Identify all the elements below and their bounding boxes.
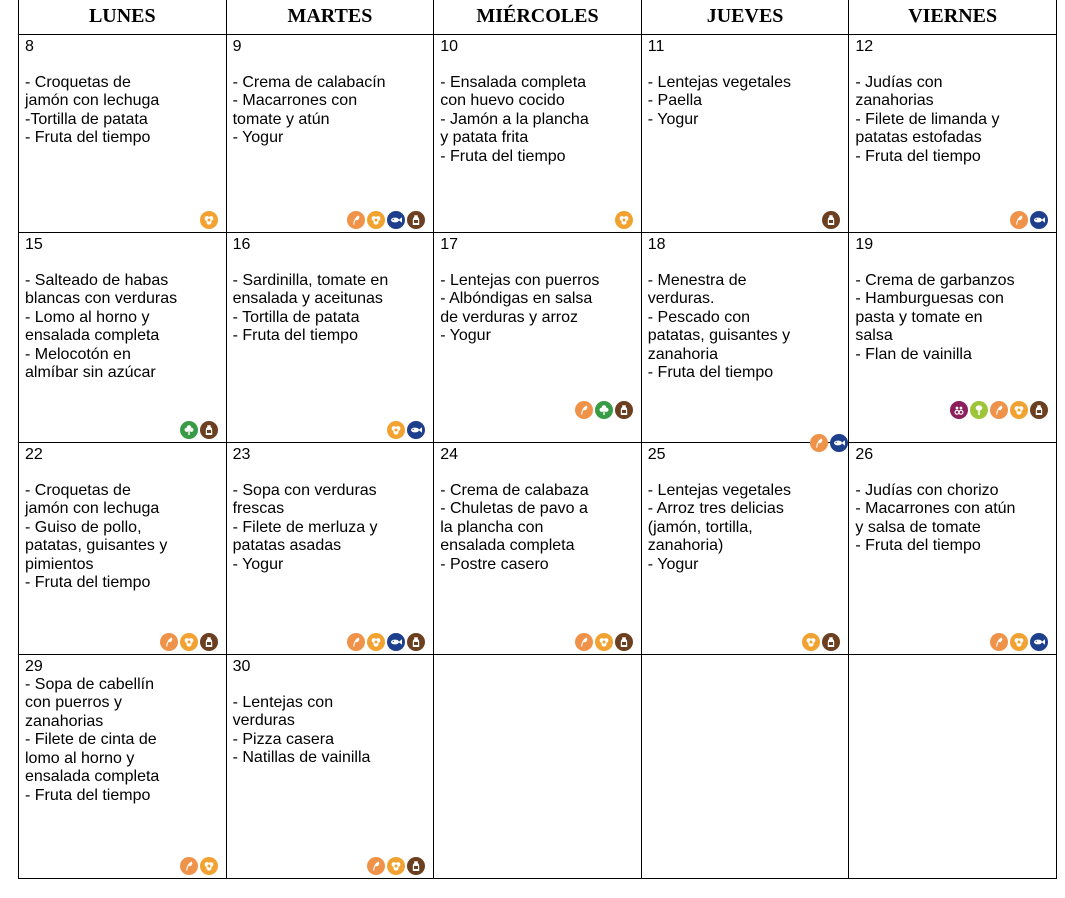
allergen-icons [802, 633, 840, 651]
day-cell [226, 34, 434, 232]
day-number: 11 [647, 37, 665, 55]
week-row-3 [19, 442, 1057, 654]
fish-icon [387, 211, 405, 229]
milk-icon [200, 421, 218, 439]
milk-icon [1030, 401, 1048, 419]
allergen-icons [200, 211, 218, 229]
day-number: 10 [440, 37, 458, 55]
milk-icon [200, 633, 218, 651]
egg-icon [200, 857, 218, 875]
allergen-icons [347, 211, 425, 229]
gluten-icon [990, 633, 1008, 651]
mustard-icon [970, 401, 988, 419]
day-cell [226, 232, 434, 442]
menu-dishes: - Judías con chorizo - Macarrones con atún y salsa de tomate - Fruta del tiempo [855, 481, 1016, 554]
week-row-4 [19, 654, 1057, 878]
header-lunes: LUNES [19, 0, 227, 34]
egg-icon [200, 211, 218, 229]
day-number: 9 [232, 37, 242, 55]
milk-icon [407, 633, 425, 651]
milk-icon [407, 857, 425, 875]
day-cell [849, 34, 1057, 232]
milk-icon [615, 401, 633, 419]
menu-dishes: - Crema de calabacín - Macarrones con tomate y atún - Yogur [232, 73, 386, 146]
menu-dishes: - Menestra de verduras. - Pescado con patatas, guisantes y zanahoria - Fruta del tiempo [647, 271, 791, 381]
menu-dishes: - Salteado de habas blancas con verduras - Lomo al horno y ensalada completa - Melocotón en almíbar sin azúcar [25, 271, 178, 381]
allergen-icons [180, 857, 218, 875]
gluten-icon [575, 633, 593, 651]
egg-icon [367, 633, 385, 651]
day-number: 26 [855, 445, 874, 463]
day-cell [226, 442, 434, 654]
day-cell [19, 34, 227, 232]
allergen-icons [180, 421, 218, 439]
day-cell [19, 654, 227, 878]
day-number: 29 [25, 657, 43, 675]
menu-dishes: - Sopa de cabellín con puerros y zanahorias - Filete de cinta de lomo al horno y ensalada completa - Fruta del tiempo [25, 675, 160, 804]
header-miercoles: MIÉRCOLES [434, 0, 642, 34]
menu-dishes: - Lentejas vegetales - Paella - Yogur [647, 73, 791, 128]
menu-dishes: - Lentejas con puerros - Albóndigas en salsa de verduras y arroz - Yogur [440, 271, 600, 344]
header-viernes: VIERNES [849, 0, 1057, 34]
day-number: 24 [440, 445, 458, 463]
gluten-icon [160, 633, 178, 651]
weekday-header-row [19, 0, 1057, 34]
allergen-icons [575, 633, 633, 651]
day-cell [849, 232, 1057, 442]
allergen-icons [1010, 211, 1048, 229]
week-row-1 [19, 34, 1057, 232]
day-number: 18 [647, 235, 666, 253]
day-number: 12 [855, 37, 874, 55]
allergen-icons [367, 857, 425, 875]
allergen-icons [950, 401, 1048, 419]
day-number: 15 [25, 235, 43, 253]
day-cell-empty [434, 654, 642, 878]
day-cell [641, 232, 849, 442]
egg-icon [1010, 633, 1028, 651]
menu-dishes: - Ensalada completa con huevo cocido - Jamón a la plancha y patata frita - Fruta del tiempo [440, 73, 589, 165]
day-number: 17 [440, 235, 458, 253]
header-jueves: JUEVES [641, 0, 849, 34]
day-cell [226, 654, 434, 878]
sulfite-icon [950, 401, 968, 419]
day-number: 23 [232, 445, 251, 463]
celery-icon [595, 401, 613, 419]
day-cell [19, 442, 227, 654]
milk-icon [822, 211, 840, 229]
allergen-icons [990, 633, 1048, 651]
egg-icon [615, 211, 633, 229]
allergen-icons [387, 421, 425, 439]
day-number: 8 [25, 37, 34, 55]
day-cell [434, 442, 642, 654]
menu-dishes: - Judías con zanahorias - Filete de limanda y patatas estofadas - Fruta del tiempo [855, 73, 1000, 165]
menu-dishes: - Sopa con verduras frescas - Filete de merluza y patatas asadas - Yogur [232, 481, 378, 573]
gluten-icon [990, 401, 1008, 419]
egg-icon [802, 633, 820, 651]
day-cell [641, 34, 849, 232]
allergen-icons [822, 211, 840, 229]
day-number: 16 [232, 235, 251, 253]
egg-icon [1010, 401, 1028, 419]
egg-icon [387, 857, 405, 875]
menu-dishes: - Lentejas vegetales - Arroz tres delicias (jamón, tortilla, zanahoria) - Yogur [647, 481, 791, 573]
fish-icon [1030, 633, 1048, 651]
egg-icon [595, 633, 613, 651]
day-number: 19 [855, 235, 874, 253]
egg-icon [180, 633, 198, 651]
menu-dishes: - Sardinilla, tomate en ensalada y aceitunas - Tortilla de patata - Fruta del tiempo [232, 271, 389, 344]
day-cell [19, 232, 227, 442]
milk-icon [615, 633, 633, 651]
allergen-icons [615, 211, 633, 229]
weekly-menu-table [18, 0, 1057, 879]
menu-dishes: - Croquetas de jamón con lechuga - Guiso de pollo, patatas, guisantes y pimientos - Fruta del tiempo [25, 481, 168, 591]
egg-icon [387, 421, 405, 439]
day-cell-empty [641, 654, 849, 878]
day-cell [434, 232, 642, 442]
fish-icon [1030, 211, 1048, 229]
menu-dishes: - Crema de garbanzos - Hamburguesas con pasta y tomate en salsa - Flan de vainilla [855, 271, 1015, 363]
day-cell [434, 34, 642, 232]
allergen-icons [347, 633, 425, 651]
week-row-2 [19, 232, 1057, 442]
fish-icon [407, 421, 425, 439]
allergen-icons [575, 401, 633, 419]
gluten-icon [575, 401, 593, 419]
day-cell-empty [849, 654, 1057, 878]
menu-dishes: - Croquetas de jamón con lechuga -Tortilla de patata - Fruta del tiempo [25, 73, 160, 146]
menu-dishes: - Lentejas con verduras - Pizza casera - Natillas de vainilla [232, 693, 371, 766]
day-number: 30 [232, 657, 251, 675]
gluten-icon [347, 633, 365, 651]
day-cell [641, 442, 849, 654]
celery-icon [180, 421, 198, 439]
gluten-icon [347, 211, 365, 229]
day-number: 25 [647, 445, 666, 463]
gluten-icon [367, 857, 385, 875]
egg-icon [367, 211, 385, 229]
day-cell [849, 442, 1057, 654]
milk-icon [822, 633, 840, 651]
gluten-icon [1010, 211, 1028, 229]
header-martes: MARTES [226, 0, 434, 34]
milk-icon [407, 211, 425, 229]
day-number: 22 [25, 445, 43, 463]
menu-dishes: - Crema de calabaza - Chuletas de pavo a la plancha con ensalada completa - Postre casero [440, 481, 589, 573]
gluten-icon [180, 857, 198, 875]
allergen-icons [160, 633, 218, 651]
fish-icon [387, 633, 405, 651]
